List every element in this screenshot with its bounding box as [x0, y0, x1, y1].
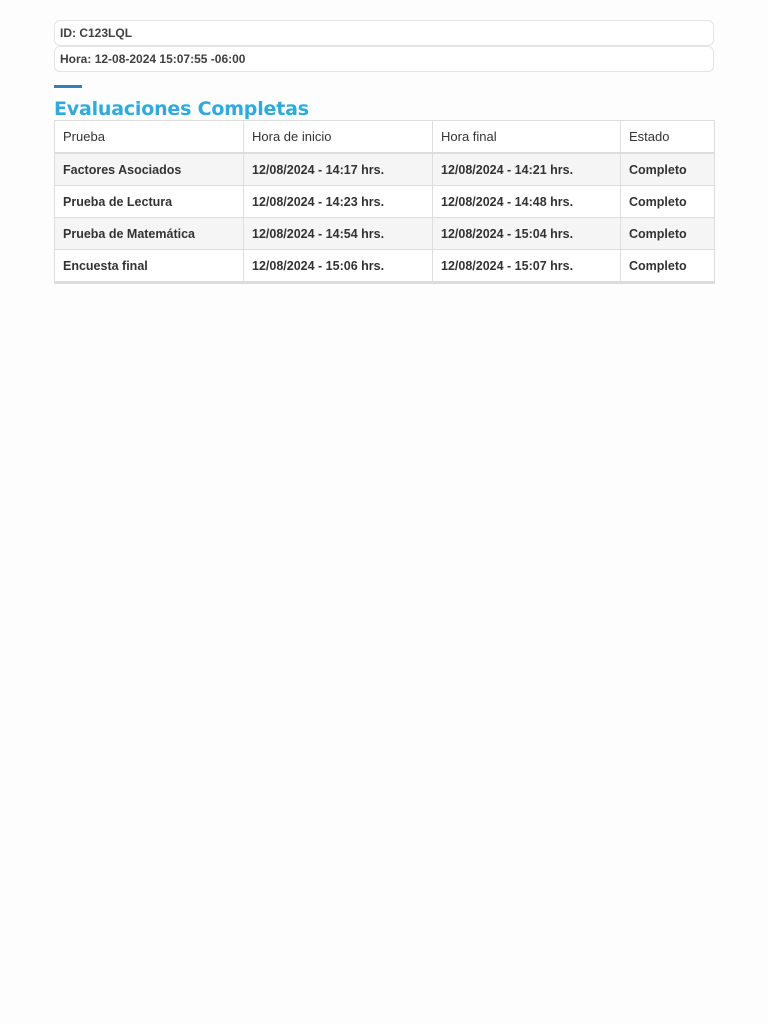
time-label: Hora:: [60, 52, 92, 66]
id-label: ID:: [60, 26, 76, 40]
column-header-hora-final: Hora final: [433, 121, 621, 154]
section-title: Evaluaciones Completas: [54, 98, 309, 120]
cell-prueba: Encuesta final: [55, 250, 244, 283]
cell-hora-final: 12/08/2024 - 15:07 hrs.: [433, 250, 621, 283]
evaluations-table: [54, 120, 715, 284]
column-header-estado: Estado: [621, 121, 715, 154]
cell-prueba: Prueba de Lectura: [55, 186, 244, 218]
table-header-row: [55, 121, 715, 154]
cell-hora-inicio: 12/08/2024 - 14:54 hrs.: [244, 218, 433, 250]
table-row: [55, 250, 715, 283]
cell-prueba: Prueba de Matemática: [55, 218, 244, 250]
cell-hora-final: 12/08/2024 - 14:21 hrs.: [433, 153, 621, 186]
cell-hora-final: 12/08/2024 - 14:48 hrs.: [433, 186, 621, 218]
cell-hora-final: 12/08/2024 - 15:04 hrs.: [433, 218, 621, 250]
table-row: [55, 153, 715, 186]
section-accent-line: [54, 85, 82, 88]
cell-prueba: Factores Asociados: [55, 153, 244, 186]
page-content: [54, 20, 714, 284]
cell-estado: Completo: [621, 186, 715, 218]
column-header-prueba: Prueba: [55, 121, 244, 154]
cell-hora-inicio: 12/08/2024 - 14:23 hrs.: [244, 186, 433, 218]
cell-hora-inicio: 12/08/2024 - 15:06 hrs.: [244, 250, 433, 283]
time-value: 12-08-2024 15:07:55 -06:00: [94, 52, 246, 66]
column-header-hora-inicio: Hora de inicio: [244, 121, 433, 154]
table-row: [55, 218, 715, 250]
cell-hora-inicio: 12/08/2024 - 14:17 hrs.: [244, 153, 433, 186]
time-info-box: [54, 46, 714, 72]
cell-estado: Completo: [621, 250, 715, 283]
cell-estado: Completo: [621, 218, 715, 250]
id-info-box: [54, 20, 714, 46]
table-row: [55, 186, 715, 218]
id-value: C123LQL: [79, 26, 133, 40]
cell-estado: Completo: [621, 153, 715, 186]
